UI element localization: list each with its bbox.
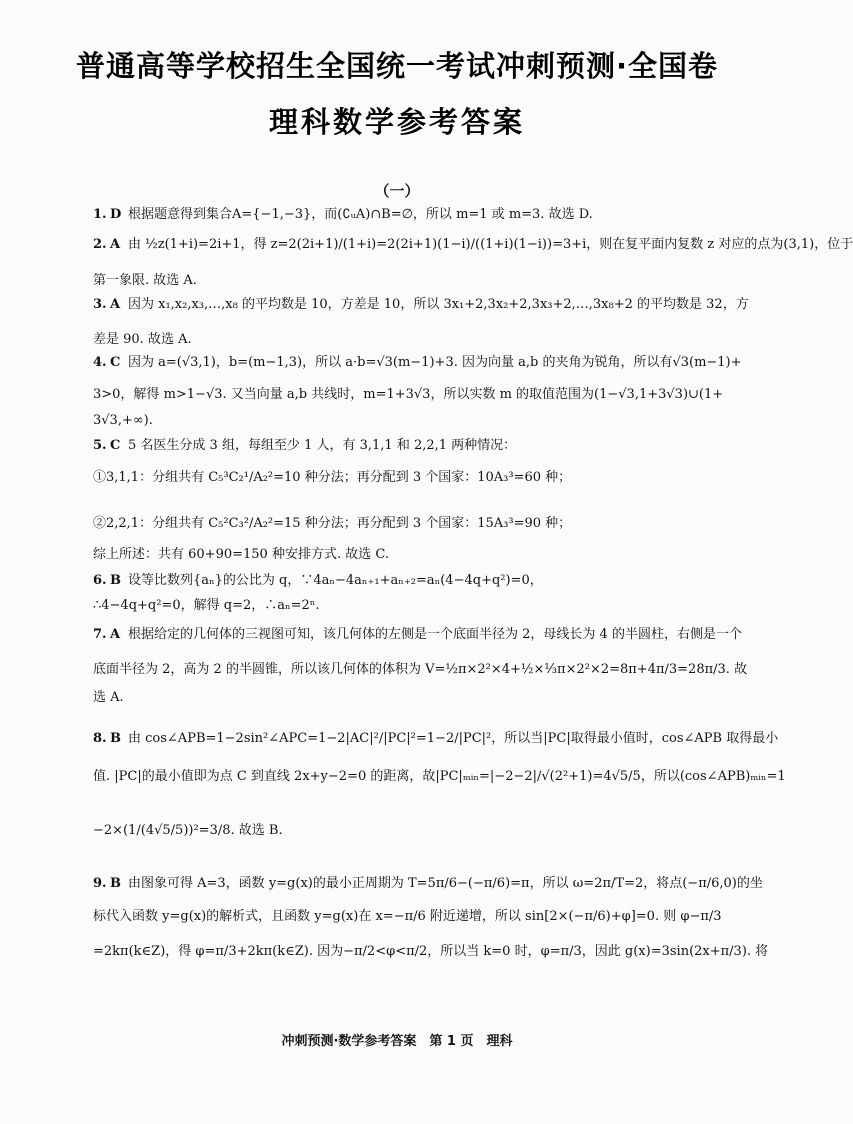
answer-text-line: 根据给定的几何体的三视图可知，该几何体的左侧是一个底面半径为 2，母线长为 4 的半圆柱，右侧是一个 (128, 627, 742, 642)
answer-text-line: ②2,2,1：分组共有 C₅²C₃²/A₂²=15 种分法；再分配到 3 个国家：15A₃³=90 种； (93, 516, 572, 531)
page-footer: 冲刺预测·数学参考答案 第 1 页 理科 (281, 1034, 513, 1049)
document-subtitle: 理科数学参考答案 (268, 105, 525, 139)
question-number: 4. (93, 355, 107, 370)
answer-text-line: 由 ½z(1+i)=2i+1，得 z=2(2i+1)/(1+i)=2(2i+1)(1−i)/((1+i)(1−i))=3+i，则在复平面内复数 z 对应的点为(3,1)，位于 (128, 237, 853, 252)
answer-text-line: 选 A. (93, 690, 124, 705)
answer-choice: A (110, 297, 121, 312)
answer-text-line: 标代入函数 y=g(x)的解析式，且函数 y=g(x)在 x=−π/6 附近递增，所以 sin[2×(−π/6)+φ]=0. 则 φ−π/3 (93, 909, 722, 924)
answer-choice: C (110, 438, 121, 453)
document-title: 普通高等学校招生全国统一考试冲刺预测·全国卷 (75, 49, 719, 83)
answer-choice: D (110, 207, 122, 222)
answer-choice: B (110, 731, 121, 746)
answer-choice: A (110, 627, 121, 642)
answer-text-line: 因为 x₁,x₂,x₃,…,x₈ 的平均数是 10，方差是 10，所以 3x₁+2,3x₂+2,3x₃+2,…,3x₈+2 的平均数是 32，方 (128, 297, 749, 312)
question-number: 3. (93, 297, 107, 312)
question-number: 9. (93, 876, 107, 891)
answer-text-line: 3√3,+∞). (93, 413, 153, 428)
question-number: 1. (93, 207, 107, 222)
answer-text-line: ∴4−4q+q²=0，解得 q=2，∴aₙ=2ⁿ. (93, 598, 320, 613)
answer-text-line: 因为 a=(√3,1)，b=(m−1,3)，所以 a·b=√3(m−1)+3. 因为向量 a,b 的夹角为锐角，所以有√3(m−1)+ (128, 355, 742, 370)
answer-text-line: 3>0，解得 m>1−√3. 又当向量 a,b 共线时，m=1+3√3，所以实数 m 的取值范围为(1−√3,1+3√3)∪(1+ (93, 387, 724, 402)
answer-text-line: −2×(1/(4√5/5))²=3/8. 故选 B. (93, 823, 283, 838)
answer-choice: B (110, 876, 121, 891)
answer-choice: C (110, 355, 121, 370)
answer-text-line: 差是 90. 故选 A. (93, 332, 192, 347)
answer-text-line: 值. |PC|的最小值即为点 C 到直线 2x+y−2=0 的距离，故|PC|ₘᵢₙ=|−2−2|/√(2²+1)=4√5/5，所以(cos∠APB)ₘᵢₙ=1 (93, 769, 786, 784)
answer-text-line: 综上所述：共有 60+90=150 种安排方式. 故选 C. (93, 547, 389, 562)
answer-text-line: 根据题意得到集合A={−1,−3}，而(∁ᵤA)∩B=∅，所以 m=1 或 m=3. 故选 D. (128, 207, 593, 222)
answer-text-line: 由图象可得 A=3，函数 y=g(x)的最小正周期为 T=5π/6−(−π/6)=π，所以 ω=2π/T=2，将点(−π/6,0)的坐 (128, 876, 763, 891)
answer-choice: B (110, 573, 121, 588)
question-number: 5. (93, 438, 107, 453)
answer-text-line: 第一象限. 故选 A. (93, 273, 197, 288)
answer-text-line: 底面半径为 2，高为 2 的半圆锥，所以该几何体的体积为 V=½π×2²×4+½×⅓π×2²×2=8π+4π/3=28π/3. 故 (93, 662, 748, 677)
question-number: 2. (93, 237, 107, 252)
answer-text-line: 5 名医生分成 3 组，每组至少 1 人，有 3,1,1 和 2,2,1 两种情况： (128, 438, 517, 453)
answer-choice: A (110, 237, 121, 252)
answer-text-line: =2kπ(k∈Z)，得 φ=π/3+2kπ(k∈Z). 因为−π/2<φ<π/2，所以当 k=0 时，φ=π/3，因此 g(x)=3sin(2x+π/3). 将 (93, 944, 769, 959)
answer-text-line: ①3,1,1：分组共有 C₅³C₂¹/A₂²=10 种分法；再分配到 3 个国家：10A₃³=60 种； (93, 470, 572, 485)
answer-text-line: 设等比数列{aₙ}的公比为 q，∵4aₙ−4aₙ₊₁+aₙ₊₂=aₙ(4−4q+q²)=0， (128, 573, 543, 588)
section-heading: （一） (374, 182, 420, 200)
question-number: 8. (93, 731, 107, 746)
answer-text-line: 由 cos∠APB=1−2sin²∠APC=1−2|AC|²/|PC|²=1−2/|PC|²，所以当|PC|取得最小值时，cos∠APB 取得最小 (128, 731, 779, 746)
question-number: 7. (93, 627, 107, 642)
question-number: 6. (93, 573, 107, 588)
